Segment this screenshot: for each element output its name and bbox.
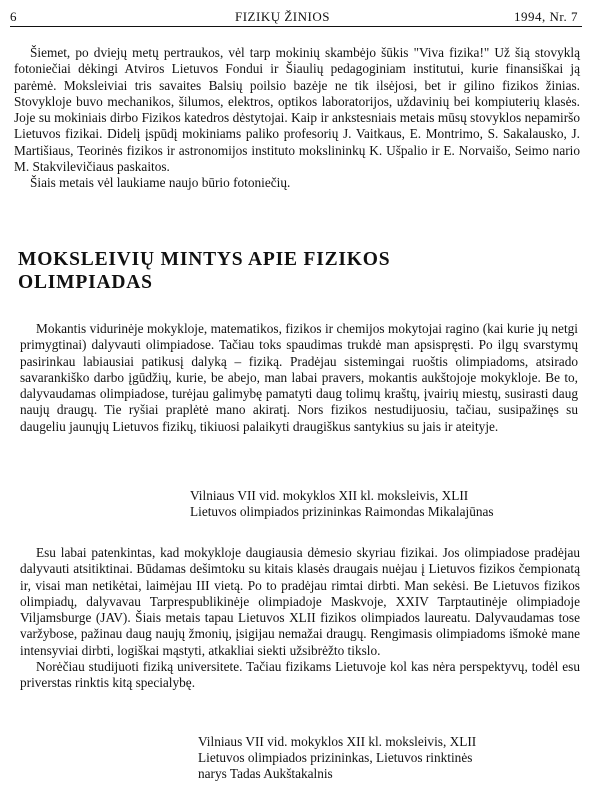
journal-title: FIZIKŲ ŽINIOS [235,9,330,24]
running-header [10,8,582,27]
signature-line: Vilniaus VII vid. mokyklos XII kl. moksleivis, XLII [190,488,469,503]
issue-label: 1994, Nr. 7 [514,9,578,24]
signature-line: Lietuvos olimpiados prizininkas, Lietuvos rinktinės [198,750,473,765]
headline-line-1: MOKSLEIVIŲ MINTYS APIE FIZIKOS [18,249,391,270]
signature-line: Vilniaus VII vid. mokyklos XII kl. moksleivis, XLII [198,734,477,749]
testimonial-1-signature [190,488,585,520]
intro-closing-paragraph: Šiais metais vėl laukiame naujo būrio fotoniečių. [30,175,291,191]
article-headline [18,248,578,294]
intro-paragraph: Šiemet, po dviejų metų pertraukos, vėl tarp mokinių skambėjo šūkis "Viva fizika!" Už šią stovyklą fotoniečiai dėkingi Atviros Lietuvos Fondui ir Šiaulių pedagoginiam institutui, kurie finansiškai ją parėmė. Moksleiviai tris savaites Balsių poilsio bazėje ne tik ilsėjosi, bet ir gilino fizikos žinias. Stovykloje buvo mechanikos, šilumos, elektros, optikos laboratorijos, uždavinių bei kompiuterių klasės. Joje su mokiniais dirbo Fizikos katedros dėstytojai. Kaip ir ankstesniais metais mūsų stovyklos nepamiršo Lietuvos fizikai. Didelį įspūdį mokiniams paliko profesorių J. Vaitkaus, E. Montrimo, S. Sakalausko, J. Martišiaus, Teorinės fizikos ir astronomijos instituto mokslininkų K. Ušpalio ir E. Norvaišo, Seimo nario M. Stakvilevičiaus paskaitos. [14,45,580,175]
intro-article [14,45,580,192]
testimonial-2-body-second: Norėčiau studijuoti fiziką universitete. Tačiau fizikams Lietuvoje kol kas nėra perspektyvų, todėl esu priverstas rinktis kitą specialybę. [20,659,580,691]
testimonial-2-signature [198,734,593,782]
testimonial-2 [20,545,580,692]
testimonial-1-body: Mokantis vidurinėje mokykloje, matematikos, fizikos ir chemijos mokytojai ragino (kai kurie jų netgi primygtinai) dalyvauti olimpiadose. Tačiau toks spaudimas trukdė man apsispręsti. Po ilgų svarstymų pasirinkau labiausiai patikusį dalyką – fiziką. Pradėjau sistemingai ruoštis olimpiadoms, atsirado savarankiško darbo įgūdžių, kurie, be abejo, man labai pravers, mokantis aukštojoje mokykloje. Be to, dalyvaudamas olimpiadose, turėjau galimybę pamatyti daug tolimų kraštų, įvairių miestų, susirasti daug naujų draugų. Tie ryšiai praplėtė mano akiratį. Nors fizikos nestudijuosiu, tačiau, susipažinęs su daugeliu jaunųjų Lietuvos fizikų, tikiuosi palaikyti draugiškus santykius su jais ir ateityje. [20,321,578,434]
headline-line-2: OLIMPIADAS [18,272,153,293]
signature-line: Lietuvos olimpiados prizininkas Raimondas Mikalajūnas [190,504,494,519]
signature-line: narys Tadas Aukštakalnis [198,766,333,781]
page-number: 6 [10,9,17,24]
testimonial-2-body: Esu labai patenkintas, kad mokykloje daugiausia dėmesio skyriau fizikai. Jos olimpiadose pradėjau dalyvauti atsitiktinai. Būdamas dešimtoku su kitais klasės draugais nuėjau į Lietuvos fizikos čempionatą ir, visai man netikėtai, laimėjau III vietą. Po to pradėjau rimtai dirbti. Man sekėsi. Be Lietuvos fizikos olimpiadų, dalyvavau Tarprespublikinėje olimpiadoje Maskvoje, XXIV Tarptautinėje olimpiadoje Viljamsburge (JAV). Šiais metais tapau Lietuvos XLII fizikos olimpiados laureatu. Dalyvaudamas tose varžybose, pažinau daug naujų žmonių, įsigijau nemažai draugų. Rengimasis olimpiadoms išmokė mane intensyviai dirbti, logiškai mąstyti, atkakliai siekti užsibrėžto tikslo. [20,545,580,658]
